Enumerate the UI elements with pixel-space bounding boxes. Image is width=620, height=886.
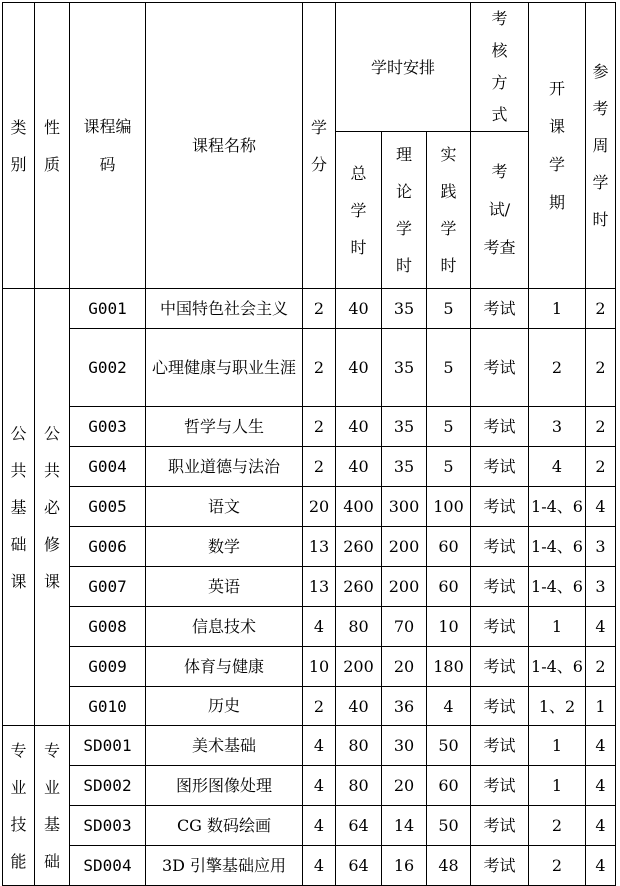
table-row xyxy=(3,487,616,527)
cell-assess: 考试 xyxy=(471,846,529,886)
cell-theory: 35 xyxy=(382,407,427,447)
cell-theory: 200 xyxy=(382,527,427,567)
cell-name: 数学 xyxy=(146,527,303,567)
cell-code: G005 xyxy=(70,487,146,527)
cell-credit: 4 xyxy=(303,726,336,766)
cell-credit: 20 xyxy=(303,487,336,527)
cell-total: 40 xyxy=(336,687,382,726)
cell-code: G007 xyxy=(70,567,146,607)
cell-assess: 考试 xyxy=(471,766,529,806)
cell-theory: 14 xyxy=(382,806,427,846)
cell-theory: 300 xyxy=(382,487,427,527)
cell-total: 64 xyxy=(336,846,382,886)
cell-total: 80 xyxy=(336,607,382,647)
cell-credit: 2 xyxy=(303,289,336,329)
cell-weekly: 4 xyxy=(586,806,616,846)
cell-weekly: 3 xyxy=(586,567,616,607)
cell-code: SD004 xyxy=(70,846,146,886)
cell-weekly: 4 xyxy=(586,726,616,766)
cell-theory: 70 xyxy=(382,607,427,647)
table-row xyxy=(3,329,616,407)
cell-theory: 20 xyxy=(382,766,427,806)
cell-weekly: 3 xyxy=(586,527,616,567)
cell-semester: 1-4、6 xyxy=(529,527,586,567)
header-credit: 学分 xyxy=(303,3,336,289)
group-category-cell: 专业技能 xyxy=(3,726,35,886)
cell-practice: 5 xyxy=(427,289,471,329)
cell-theory: 35 xyxy=(382,329,427,407)
cell-semester: 2 xyxy=(529,806,586,846)
cell-assess: 考试 xyxy=(471,289,529,329)
table-row xyxy=(3,687,616,726)
header-practice-hours: 实践学时 xyxy=(427,132,471,289)
cell-total: 40 xyxy=(336,447,382,487)
cell-credit: 2 xyxy=(303,447,336,487)
cell-assess: 考试 xyxy=(471,687,529,726)
cell-theory: 36 xyxy=(382,687,427,726)
cell-credit: 4 xyxy=(303,806,336,846)
cell-name: 语文 xyxy=(146,487,303,527)
cell-assess: 考试 xyxy=(471,726,529,766)
header-nature: 性质 xyxy=(35,3,70,289)
header-assess-group: 考核方式 xyxy=(471,3,529,132)
cell-credit: 2 xyxy=(303,329,336,407)
cell-semester: 2 xyxy=(529,329,586,407)
table-row xyxy=(3,447,616,487)
cell-assess: 考试 xyxy=(471,647,529,687)
cell-credit: 4 xyxy=(303,607,336,647)
curriculum-table xyxy=(2,2,616,886)
cell-code: SD001 xyxy=(70,726,146,766)
cell-theory: 35 xyxy=(382,447,427,487)
cell-practice: 100 xyxy=(427,487,471,527)
cell-semester: 1-4、6 xyxy=(529,647,586,687)
cell-credit: 10 xyxy=(303,647,336,687)
cell-name: 美术基础 xyxy=(146,726,303,766)
cell-code: G001 xyxy=(70,289,146,329)
table-row xyxy=(3,766,616,806)
cell-credit: 13 xyxy=(303,527,336,567)
cell-code: SD003 xyxy=(70,806,146,846)
header-row-1 xyxy=(3,3,616,132)
cell-weekly: 2 xyxy=(586,447,616,487)
cell-practice: 50 xyxy=(427,726,471,766)
cell-theory: 30 xyxy=(382,726,427,766)
table-row xyxy=(3,607,616,647)
cell-name: CG 数码绘画 xyxy=(146,806,303,846)
cell-semester: 4 xyxy=(529,447,586,487)
header-weekly-hours: 参考周学时 xyxy=(586,3,616,289)
cell-assess: 考试 xyxy=(471,607,529,647)
cell-practice: 4 xyxy=(427,687,471,726)
cell-theory: 200 xyxy=(382,567,427,607)
cell-total: 260 xyxy=(336,527,382,567)
cell-assess: 考试 xyxy=(471,407,529,447)
cell-practice: 60 xyxy=(427,567,471,607)
cell-practice: 5 xyxy=(427,407,471,447)
cell-weekly: 2 xyxy=(586,289,616,329)
header-category: 类别 xyxy=(3,3,35,289)
cell-code: G004 xyxy=(70,447,146,487)
cell-name: 历史 xyxy=(146,687,303,726)
cell-credit: 13 xyxy=(303,567,336,607)
cell-practice: 48 xyxy=(427,846,471,886)
cell-weekly: 4 xyxy=(586,487,616,527)
cell-weekly: 4 xyxy=(586,766,616,806)
cell-weekly: 4 xyxy=(586,846,616,886)
cell-total: 200 xyxy=(336,647,382,687)
cell-practice: 5 xyxy=(427,329,471,407)
cell-name: 心理健康与职业生涯 xyxy=(146,329,303,407)
cell-code: G003 xyxy=(70,407,146,447)
cell-assess: 考试 xyxy=(471,806,529,846)
cell-code: G008 xyxy=(70,607,146,647)
group-nature-cell: 公共必修课 xyxy=(35,289,70,726)
cell-semester: 1 xyxy=(529,289,586,329)
cell-assess: 考试 xyxy=(471,447,529,487)
cell-weekly: 1 xyxy=(586,687,616,726)
cell-code: G002 xyxy=(70,329,146,407)
cell-weekly: 2 xyxy=(586,647,616,687)
cell-total: 40 xyxy=(336,289,382,329)
header-total-hours: 总学时 xyxy=(336,132,382,289)
cell-code: G010 xyxy=(70,687,146,726)
cell-name: 3D 引擎基础应用 xyxy=(146,846,303,886)
cell-credit: 4 xyxy=(303,766,336,806)
cell-total: 400 xyxy=(336,487,382,527)
cell-total: 64 xyxy=(336,806,382,846)
cell-semester: 1、2 xyxy=(529,687,586,726)
cell-name: 中国特色社会主义 xyxy=(146,289,303,329)
header-name: 课程名称 xyxy=(146,3,303,289)
cell-practice: 5 xyxy=(427,447,471,487)
cell-credit: 4 xyxy=(303,846,336,886)
cell-practice: 60 xyxy=(427,527,471,567)
cell-assess: 考试 xyxy=(471,487,529,527)
cell-code: G009 xyxy=(70,647,146,687)
cell-weekly: 4 xyxy=(586,607,616,647)
cell-name: 哲学与人生 xyxy=(146,407,303,447)
cell-name: 图形图像处理 xyxy=(146,766,303,806)
cell-semester: 2 xyxy=(529,846,586,886)
cell-weekly: 2 xyxy=(586,407,616,447)
cell-semester: 3 xyxy=(529,407,586,447)
table-row xyxy=(3,289,616,329)
table-row xyxy=(3,846,616,886)
cell-name: 体育与健康 xyxy=(146,647,303,687)
cell-semester: 1 xyxy=(529,726,586,766)
header-semester: 开课学期 xyxy=(529,3,586,289)
cell-total: 80 xyxy=(336,726,382,766)
cell-total: 80 xyxy=(336,766,382,806)
group-nature-cell: 专业基础 xyxy=(35,726,70,886)
table-row xyxy=(3,726,616,766)
cell-assess: 考试 xyxy=(471,329,529,407)
cell-semester: 1 xyxy=(529,766,586,806)
cell-practice: 50 xyxy=(427,806,471,846)
cell-assess: 考试 xyxy=(471,527,529,567)
cell-semester: 1-4、6 xyxy=(529,487,586,527)
table-row xyxy=(3,567,616,607)
cell-practice: 180 xyxy=(427,647,471,687)
table-row xyxy=(3,407,616,447)
cell-credit: 2 xyxy=(303,407,336,447)
header-hours-group: 学时安排 xyxy=(336,3,471,132)
cell-semester: 1-4、6 xyxy=(529,567,586,607)
table-row xyxy=(3,647,616,687)
cell-total: 40 xyxy=(336,407,382,447)
cell-name: 英语 xyxy=(146,567,303,607)
cell-total: 260 xyxy=(336,567,382,607)
cell-practice: 60 xyxy=(427,766,471,806)
cell-weekly: 2 xyxy=(586,329,616,407)
cell-theory: 35 xyxy=(382,289,427,329)
header-theory-hours: 理论学时 xyxy=(382,132,427,289)
cell-semester: 1 xyxy=(529,607,586,647)
group-category-cell: 公共基础课 xyxy=(3,289,35,726)
cell-name: 信息技术 xyxy=(146,607,303,647)
cell-practice: 10 xyxy=(427,607,471,647)
header-code: 课程编码 xyxy=(70,3,146,289)
cell-theory: 20 xyxy=(382,647,427,687)
table-row xyxy=(3,806,616,846)
cell-assess: 考试 xyxy=(471,567,529,607)
header-assess: 考试/考查 xyxy=(471,132,529,289)
cell-name: 职业道德与法治 xyxy=(146,447,303,487)
cell-code: SD002 xyxy=(70,766,146,806)
cell-theory: 16 xyxy=(382,846,427,886)
cell-total: 40 xyxy=(336,329,382,407)
table-row xyxy=(3,527,616,567)
cell-code: G006 xyxy=(70,527,146,567)
cell-credit: 2 xyxy=(303,687,336,726)
